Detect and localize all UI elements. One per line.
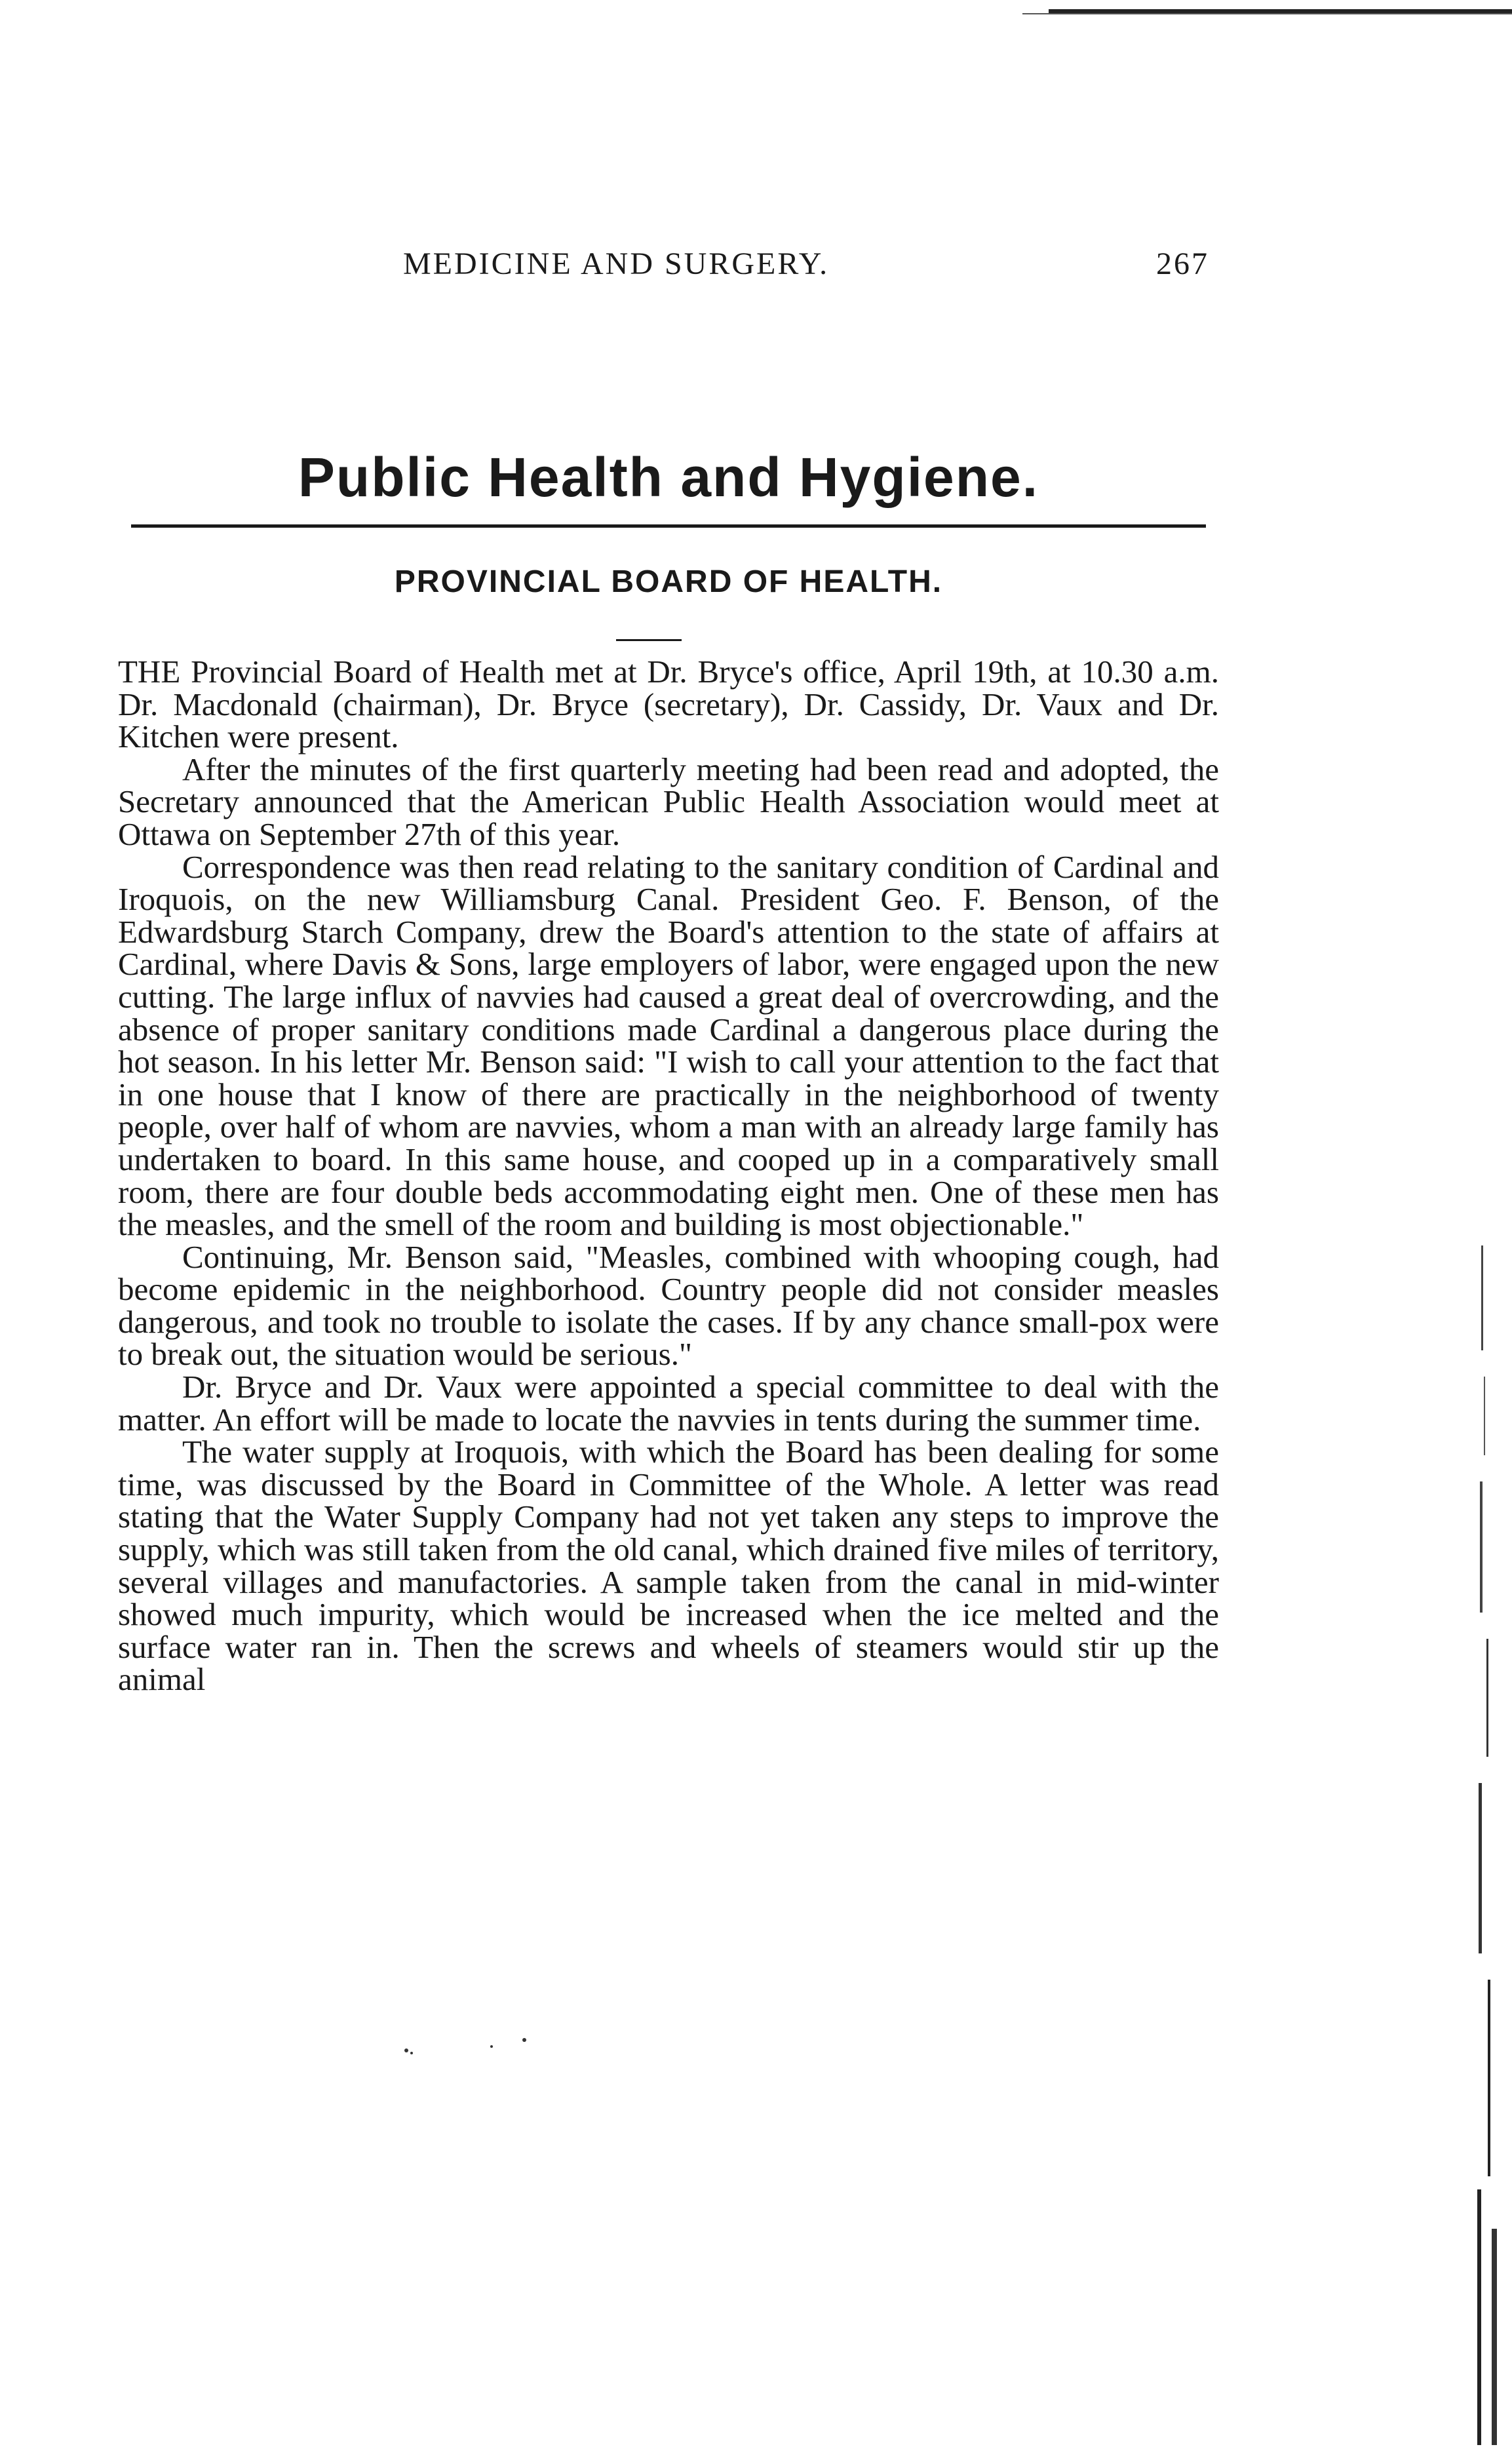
paragraph: The water supply at Iroquois, with which the Board has been dealing for some time, was discussed by the Board in Committee of the Whole. A letter was read stating that the Water Supply Company had not yet taken any steps to improve the supply, which was still taken from the old canal, which drained five miles of territory, several villages and manufactories. A sample taken from the canal in mid-winter showed much impurity, which would be increased when the ice melted and the surface water ran in. Then the screws and wheels of steamers would stir up the animal — [118, 1434, 1219, 1698]
section-title: Public Health and Hygiene. — [298, 446, 1039, 508]
title-rule — [131, 524, 1206, 528]
paragraph: Correspondence was then read relating to the sanitary condition of Cardinal and Iroquois, on the new Williamsburg Canal. President Geo. F. Benson, of the Edwardsburg Starch Company, drew the Board's attention to the state of affairs at Cardinal, where Davis & Sons, large employers of labor, were engaged upon the new cutting. The large influx of navvies had caused a great deal of overcrowding, and the absence of proper sanitary conditions made Cardinal a dangerous place during the hot season. In his letter Mr. Benson said: "I wish to call your attention to the fact that in one house that I know of there are practically in the neighborhood of twenty people, over half of whom are navvies, whom a man with an already large family has undertaken to board. In this same house, and cooped up in a comparatively small room, there are four double beds accommodating eight men. One of these men has the measles, and the smell of the room and building is most objectionable." — [118, 848, 1219, 1243]
print-specks — [393, 2032, 551, 2058]
page-number: 267 — [1156, 246, 1209, 281]
subtitle: PROVINCIAL BOARD OF HEALTH. — [394, 564, 943, 599]
running-head-title: MEDICINE AND SURGERY. — [403, 246, 830, 281]
paragraph: Dr. Bryce and Dr. Vaux were appointed a special committee to deal with the matter. An effort will be made to locate the navvies in tents during the summer time. — [118, 1369, 1219, 1438]
top-edge-rule-thin — [1022, 13, 1512, 14]
paragraph: After the minutes of the first quarterly meeting had been read and adopted, the Secretary announced that the American Public Health Association would meet at Ottawa on September 27th of this year. — [118, 751, 1219, 852]
scan-edge-marks — [1475, 1245, 1507, 2445]
subtitle-rule — [616, 639, 682, 641]
paragraph: THE Provincial Board of Health met at Dr. Bryce's office, April 19th, at 10.30 a.m. Dr. Macdonald (chairman), Dr. Bryce (secretary), Dr. Cassidy, Dr. Vaux and Dr. Kitchen were present. — [118, 654, 1219, 755]
paragraph: Continuing, Mr. Benson said, "Measles, combined with whooping cough, had become epidemic in the neighborhood. Country people did not consider measles dangerous, and took no trouble to isolate the cases. If by any chance small-pox were to break out, the situation would be serious." — [118, 1238, 1219, 1373]
article-body — [118, 656, 1219, 1696]
running-head — [403, 246, 1209, 292]
